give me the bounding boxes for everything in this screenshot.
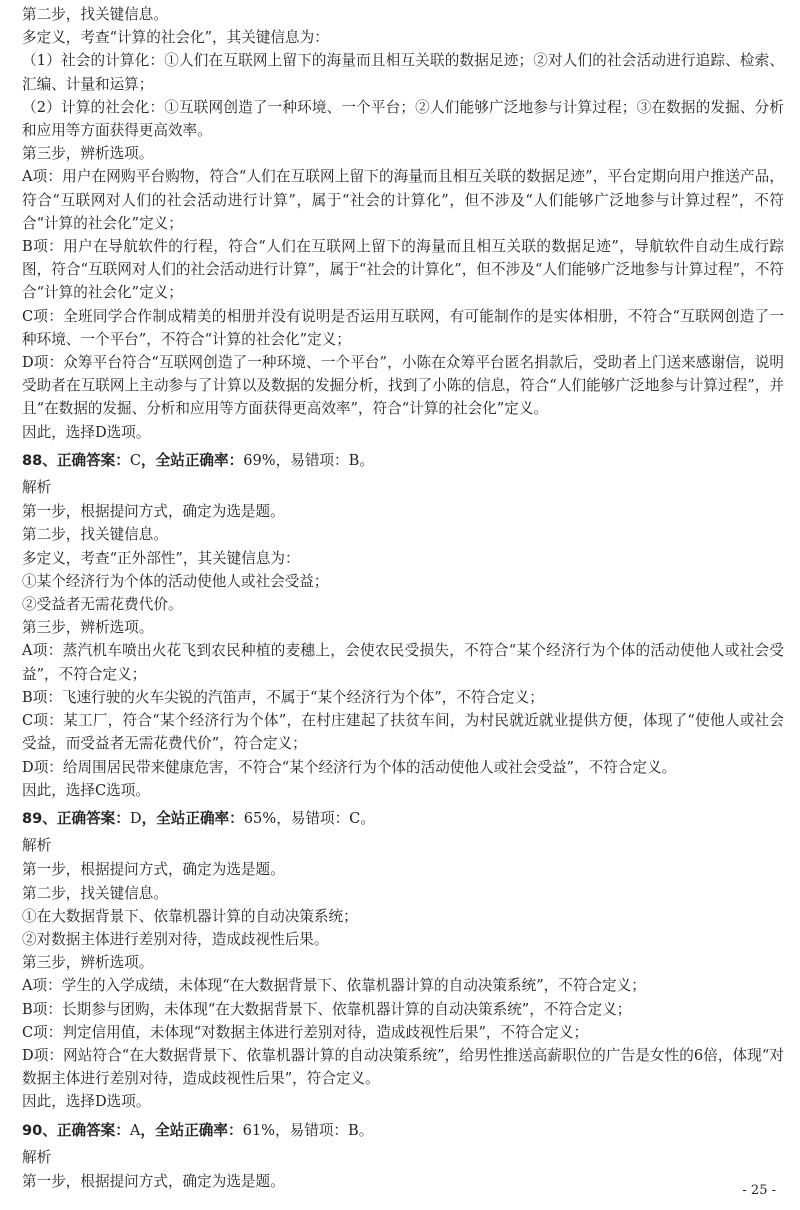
wrong-option: B。 xyxy=(348,451,374,469)
text-line: 第三步，辨析选项。 xyxy=(22,145,154,163)
text-line: 第二步，找关键信息。 xyxy=(22,6,168,23)
q90-answer-header xyxy=(22,1119,784,1142)
text-line: ①在大数据背景下、依靠机器计算的自动决策系统； xyxy=(22,907,358,925)
text-line: 第三步，辨析选项。 xyxy=(22,954,154,972)
option-c-analysis: C项：某工厂，符合“某个经济行为个体”，在村庄建起了扶贫车间，为村民就近就业提供方便，体现了“使他人或社会受益，而受益者无需花费代价”，符合定义； xyxy=(22,712,784,753)
option-b-analysis: B项：长期参与团购，未体现“在大数据背景下、依靠机器计算的自动决策系统”，不符合定义； xyxy=(22,1000,632,1018)
answer-label: 88、正确答案： xyxy=(22,451,130,469)
q90-block xyxy=(22,1119,784,1194)
q88-block xyxy=(22,449,784,802)
text-line: 第一步，根据提问方式，确定为选是题。 xyxy=(22,1172,285,1190)
option-d-analysis: D项：网站符合“在大数据背景下、依靠机器计算的自动决策系统”，给男性推送高薪职位的广告是女性的6倍，体现“对数据主体进行差别对待，造成歧视性后果”，符合定义。 xyxy=(22,1046,784,1088)
analysis-title: 解析 xyxy=(22,837,52,855)
option-c-analysis: C项：全班同学合作制成精美的相册并没有说明是否运用互联网，有可能制作的是实体相册，不符合“互联网创造了一种环境、一个平台”，不符合“计算的社会化”定义； xyxy=(22,307,784,348)
correct-answer: C xyxy=(129,451,142,469)
wrong-label: ，易错项： xyxy=(275,1121,349,1139)
rate-label: ，全站正确率： xyxy=(141,809,244,827)
correct-answer: A xyxy=(129,1121,141,1139)
option-c-analysis: C项：判定信用值，未体现“对数据主体进行差别对待，造成歧视性后果”，不符合定义； xyxy=(22,1023,589,1041)
text-line: 第一步，根据提问方式，确定为选是题。 xyxy=(22,503,285,521)
option-a-analysis: A项：用户在网购平台购物，符合“人们在互联网上留下的海量而且相互关联的数据足迹”，平台定期向用户推送产品，符合“互联网对人们的社会活动进行计算”，属于“社会的计算化”，但不涉及“人们能够广泛地参与计算过程”，不符合“计算的社会化”定义； xyxy=(22,168,784,232)
option-b-analysis: B项：用户在导航软件的行程，符合“人们在互联网上留下的海量而且相互关联的数据足迹”，导航软件自动生成行踪图，符合“互联网对人们的社会活动进行计算”，属于“社会的计算化”，但不涉及“人们能够广泛地参与计算过程”，不符合“计算的社会化”定义； xyxy=(22,238,784,302)
option-a-analysis: A项：蒸汽机车喷出火花飞到农民种植的麦穗上，会使农民受损失，不符合“某个经济行为个体的活动使他人或社会受益”，不符合定义； xyxy=(22,642,784,683)
answer-label: 89、正确答案： xyxy=(22,809,130,827)
text-line: ②对数据主体进行差别对待，造成歧视性后果。 xyxy=(22,930,329,948)
conclusion-line: 因此，选择D选项。 xyxy=(22,1093,151,1111)
text-line: 多定义，考查“计算的社会化”，其关键信息为： xyxy=(22,29,329,47)
q89-answer-header xyxy=(22,807,784,830)
option-d-analysis: D项：众筹平台符合“互联网创造了一种环境、一个平台”，小陈在众筹平台匿名捐款后，受助者上门送来感谢信，说明受助者在互联网上主动参与了计算以及数据的发掘分析，找到了小陈的信息，符合“人们能够广泛地参与计算过程”，并且“在数据的发掘、分析和应用等方面获得更高效率”，符合“计算的社会化”定义。 xyxy=(22,354,784,418)
q88-answer-header xyxy=(22,449,784,472)
correct-rate: 65% xyxy=(243,809,277,827)
analysis-title: 解析 xyxy=(22,1148,52,1166)
wrong-option: B。 xyxy=(348,1121,374,1139)
text-line: （1）社会的计算化：①人们在互联网上留下的海量而且相互关联的数据足迹；②对人们的社会活动进行追踪、检索、汇编、计量和运算； xyxy=(22,52,784,93)
page-number: - 25 - xyxy=(742,1183,776,1198)
correct-rate: 69% xyxy=(243,451,276,469)
wrong-label: ，易错项： xyxy=(275,451,349,469)
text-line: ①某个经济行为个体的活动使他人或社会受益； xyxy=(22,572,329,590)
rate-label: ，全站正确率： xyxy=(140,1121,243,1139)
text-line: 第二步，找关键信息。 xyxy=(22,526,168,544)
conclusion-line: 因此，选择D选项。 xyxy=(22,423,151,441)
option-b-analysis: B项：飞速行驶的火车尖锐的汽笛声，不属于“某个经济行为个体”，不符合定义； xyxy=(22,688,544,706)
text-line: 第二步，找关键信息。 xyxy=(22,884,168,902)
text-line: ②受益者无需花费代价。 xyxy=(22,596,183,614)
wrong-label: ，易错项： xyxy=(276,809,350,827)
text-line: 多定义，考查“正外部性”，其关键信息为： xyxy=(22,549,300,567)
q87-analysis-tail xyxy=(22,3,784,444)
rate-label: ，全站正确率： xyxy=(141,451,244,469)
option-d-analysis: D项：给周围居民带来健康危害，不符合“某个经济行为个体的活动使他人或社会受益”，不符合定义。 xyxy=(22,758,677,776)
page-content xyxy=(22,3,784,1193)
text-line: （2）计算的社会化：①互联网创造了一种环境、一个平台；②人们能够广泛地参与计算过程；③在数据的发掘、分析和应用等方面获得更高效率。 xyxy=(22,98,784,140)
wrong-option: C。 xyxy=(349,809,375,827)
option-a-analysis: A项：学生的入学成绩，未体现“在大数据背景下、依靠机器计算的自动决策系统”，不符合定义； xyxy=(22,977,646,995)
answer-label: 90、正确答案： xyxy=(22,1121,130,1139)
text-line: 第三步，辨析选项。 xyxy=(22,619,154,637)
conclusion-line: 因此，选择C选项。 xyxy=(22,781,150,799)
q89-block xyxy=(22,807,784,1114)
analysis-title: 解析 xyxy=(22,479,52,497)
correct-answer: D xyxy=(129,809,142,827)
text-line: 第一步，根据提问方式，确定为选是题。 xyxy=(22,861,285,879)
correct-rate: 61% xyxy=(242,1121,276,1139)
